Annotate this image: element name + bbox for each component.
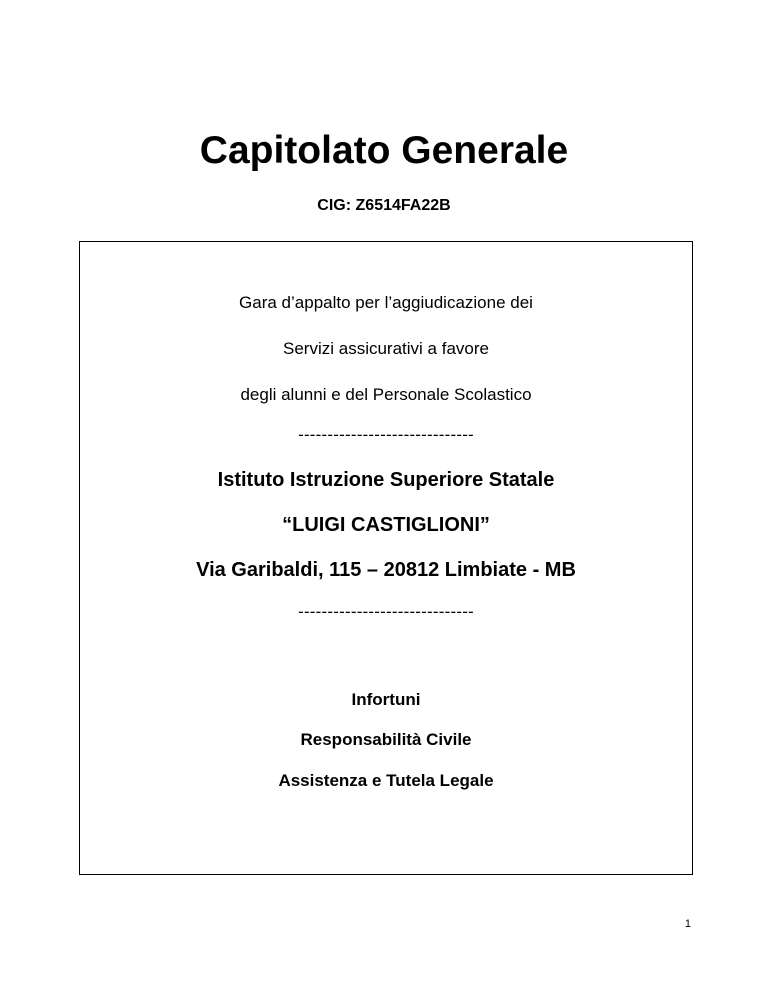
document-title: Capitolato Generale [199,129,569,172]
coverage-line-3: Assistenza e Tutela Legale [278,771,494,790]
coverage-line-2: Responsabilità Civile [300,730,472,749]
coverage-line-1: Infortuni [351,690,421,709]
separator-top: ------------------------------ [298,425,474,444]
page-number: 1 [684,918,691,930]
intro-line-1: Gara d’appalto per l’aggiudicazione dei [239,293,533,312]
institute-name: Istituto Istruzione Superiore Statale [217,469,555,491]
institute-title: “LUIGI CASTIGLIONI” [282,514,490,536]
intro-line-3: degli alunni e del Personale Scolastico [240,385,532,404]
cig-code: CIG: Z6514FA22B [317,197,451,214]
separator-bottom: ------------------------------ [298,602,474,621]
intro-line-2: Servizi assicurativi a favore [283,339,489,358]
institute-address: Via Garibaldi, 115 – 20812 Limbiate - MB [196,559,576,581]
